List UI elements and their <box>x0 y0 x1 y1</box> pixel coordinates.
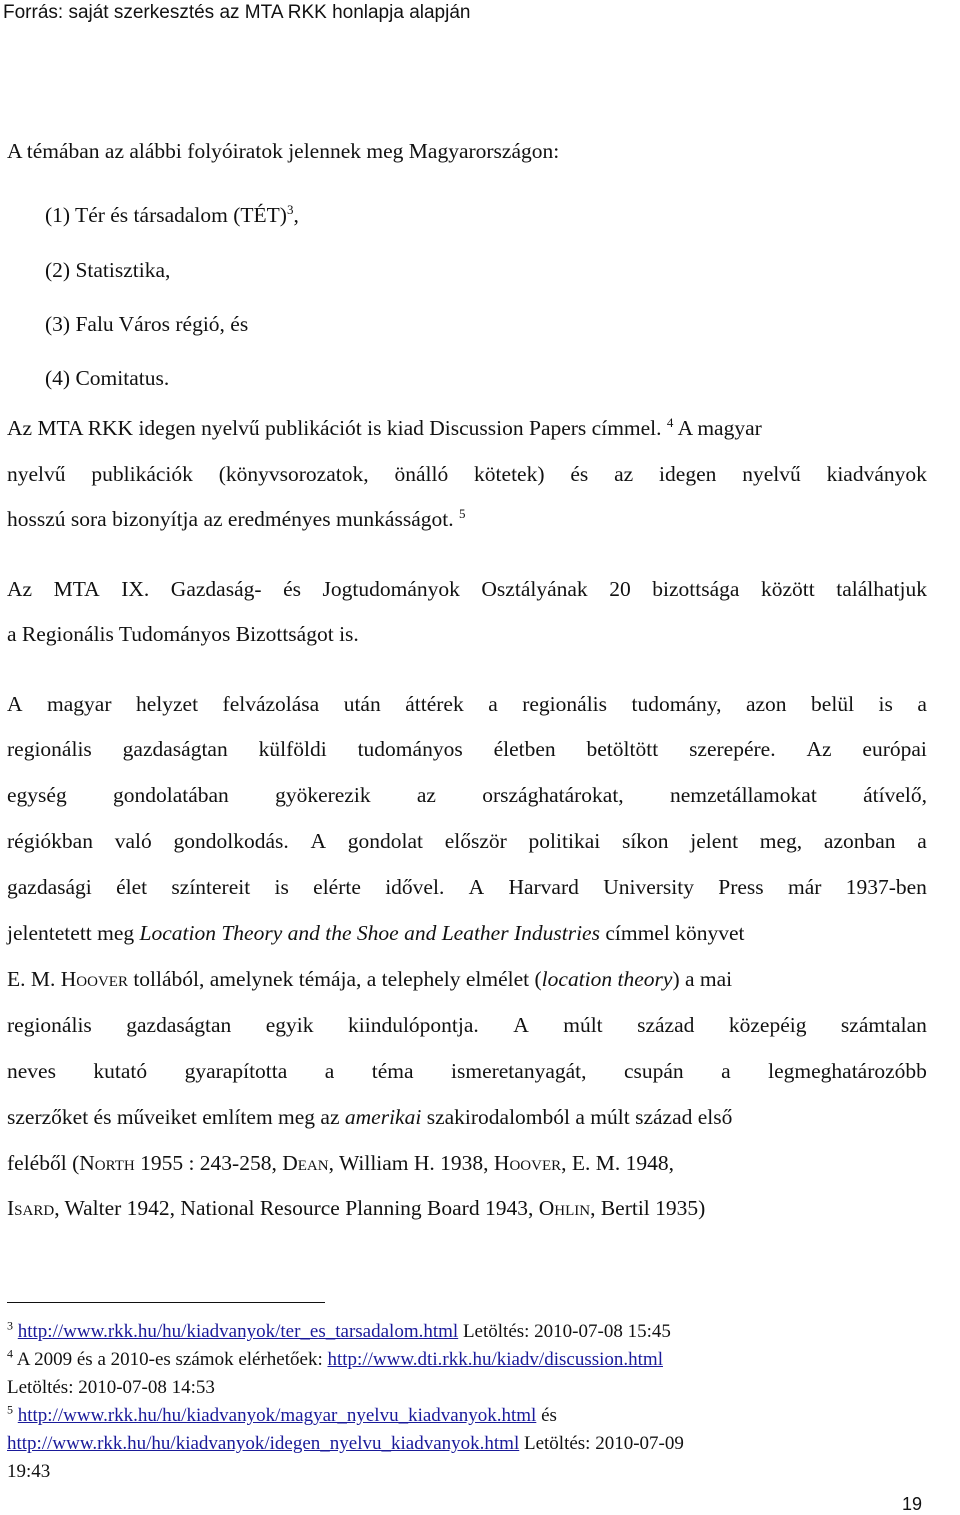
footnote-ref-4: 4 <box>666 414 674 430</box>
footnote-4-line-2: Letöltés: 2010-07-08 14:53 <box>7 1377 215 1398</box>
text-span: Letöltés: 2010-07-08 15:45 <box>458 1321 671 1342</box>
word: először <box>444 829 507 853</box>
word: között <box>760 577 815 601</box>
italic-term: location theory <box>541 967 673 991</box>
word: után <box>343 692 381 716</box>
paragraph-3-line-6 <box>7 923 744 945</box>
word: európai <box>862 737 927 761</box>
text-span: szakirodalomból a múlt század első <box>421 1105 733 1129</box>
word: ismeretanyagát, <box>451 1059 587 1083</box>
word: a <box>917 692 927 716</box>
paragraph-3-line-2 <box>7 739 927 761</box>
figure-source-caption: Forrás: saját szerkesztés az MTA RKK honlapja alapján <box>3 2 471 23</box>
journal-item-3: (3) Falu Város régió, és <box>45 312 249 336</box>
paragraph-3-line-4 <box>7 831 927 853</box>
word: IX. <box>121 577 150 601</box>
word: szerepére. <box>689 737 776 761</box>
paragraph-3-line-1 <box>7 694 927 716</box>
author-smallcaps: oover <box>76 967 128 991</box>
author-smallcaps: sard <box>14 1196 55 1220</box>
word: nyelvű <box>742 462 801 486</box>
word: neves <box>7 1059 56 1083</box>
author-smallcaps: orth <box>94 1151 135 1175</box>
word: azonban <box>823 829 896 853</box>
word: publikációk <box>91 462 193 486</box>
word: (könyvsorozatok, <box>218 462 369 486</box>
footnote-5-link-2[interactable]: http://www.rkk.hu/hu/kiadvanyok/idegen_nyelvu_kiadvanyok.html <box>7 1433 520 1454</box>
word: Jogtudományok <box>322 577 460 601</box>
word: önálló <box>394 462 449 486</box>
footnote-number: 3 <box>7 1318 13 1333</box>
text-span: I <box>7 1196 15 1220</box>
word: idegen <box>659 462 717 486</box>
text-span: címmel könyvet <box>599 921 745 945</box>
word: Harvard <box>508 875 579 899</box>
paragraph-3-line-10 <box>7 1107 732 1129</box>
text-span: ) a mai <box>672 967 733 991</box>
word: a <box>721 1059 731 1083</box>
word: gyarapította <box>184 1059 288 1083</box>
word: A <box>7 692 23 716</box>
text-span: , E. M. 1948, <box>561 1151 675 1175</box>
word: Az <box>7 577 33 601</box>
word: csupán <box>623 1059 684 1083</box>
journal-item-1 <box>45 201 299 227</box>
word: belül <box>811 692 855 716</box>
word: kötetek) <box>474 462 545 486</box>
word: A <box>513 1013 529 1037</box>
paragraph-1-line-1 <box>7 414 762 440</box>
text-span: jelentetett meg <box>7 921 140 945</box>
word: gondolat <box>347 829 423 853</box>
text-span <box>7 923 744 945</box>
book-title: Location Theory and the Shoe and Leather Industries <box>139 921 600 945</box>
paragraph-3-line-12 <box>7 1198 705 1220</box>
word: való <box>114 829 152 853</box>
word: MTA <box>53 577 100 601</box>
word: a <box>488 692 498 716</box>
word: az <box>416 783 436 807</box>
journal-item-4: (4) Comitatus. <box>45 366 170 390</box>
text-span: és <box>536 1405 557 1426</box>
journal-item-2: (2) Statisztika, <box>45 258 171 282</box>
text-span <box>7 1107 732 1129</box>
word: régiókban <box>7 829 93 853</box>
footnote-number: 4 <box>7 1346 13 1361</box>
word: magyar <box>47 692 112 716</box>
text-span: A 2009 és a 2010-es számok elérhetőek: <box>13 1349 328 1370</box>
footnote-ref-5: 5 <box>458 505 466 521</box>
word: élet <box>116 875 148 899</box>
author-smallcaps: oover <box>509 1151 562 1175</box>
footnote-4 <box>7 1346 663 1370</box>
footnote-5-line-2 <box>7 1434 684 1453</box>
paragraph-1-line-2 <box>7 464 927 486</box>
word: regionális <box>7 737 92 761</box>
journal-item-text: (1) Tér és társadalom (TÉT) <box>45 203 287 227</box>
word: betöltött <box>586 737 659 761</box>
word: közepéig <box>728 1013 807 1037</box>
word: 1937-ben <box>845 875 927 899</box>
paragraph-2-line-2: a Regionális Tudományos Bizottságot is. <box>7 622 359 646</box>
word: azon <box>745 692 787 716</box>
text-span: , Bertil 1935) <box>590 1196 706 1220</box>
text-span: Az MTA RKK idegen nyelvű publikációt is kiad Discussion Papers címmel. <box>7 416 662 440</box>
word: az <box>614 462 634 486</box>
word: nyelvű <box>7 462 66 486</box>
word: külföldi <box>258 737 327 761</box>
word: gondolkodás. <box>173 829 289 853</box>
page-number: 19 <box>902 1494 923 1514</box>
word: tudományos <box>357 737 463 761</box>
word: már <box>787 875 822 899</box>
word: A <box>310 829 326 853</box>
word: jelent <box>690 829 739 853</box>
word: a <box>324 1059 335 1083</box>
word: kutató <box>93 1059 148 1083</box>
word: nemzetállamokat <box>669 783 817 807</box>
word: számtalan <box>840 1013 927 1037</box>
word: és <box>283 577 301 601</box>
paragraph-1-line-3 <box>7 505 466 531</box>
word: helyzet <box>135 692 199 716</box>
word: kiindulópontja. <box>348 1013 479 1037</box>
word: regionális <box>522 692 608 716</box>
text-span: Letöltés: 2010-07-09 <box>519 1433 684 1454</box>
word: gyökerezik <box>275 783 371 807</box>
paragraph-3-line-3 <box>7 785 927 807</box>
text-span: , William H. 1938, H <box>328 1151 510 1175</box>
word: felvázolása <box>222 692 320 716</box>
word: legmeghatározóbb <box>768 1059 927 1083</box>
word: a <box>917 829 927 853</box>
text-span: tollából, amelynek témája, a telephely elmélet ( <box>127 967 542 991</box>
text-span: hosszú sora bizonyítja az eredményes munkásságot. <box>7 507 454 531</box>
word: meg, <box>759 829 803 853</box>
paragraph-3-line-11 <box>7 1153 674 1175</box>
word: Az <box>806 737 832 761</box>
paragraph-3-line-5 <box>7 877 927 899</box>
word: színtereit <box>171 875 251 899</box>
word: idővel. <box>385 875 445 899</box>
footnote-5-line-3: 19:43 <box>7 1461 51 1482</box>
text-span: szerzőket és műveiket említem meg az <box>7 1105 345 1129</box>
paragraph-3-line-8 <box>7 1015 927 1037</box>
word: és <box>570 462 589 486</box>
word: század <box>637 1013 695 1037</box>
word: bizottsága <box>652 577 740 601</box>
word: életben <box>493 737 556 761</box>
word: egység <box>7 783 67 807</box>
footnote-5 <box>7 1402 557 1426</box>
footnote-number: 5 <box>7 1402 13 1417</box>
word: síkon <box>621 829 669 853</box>
word: átívelő, <box>863 783 927 807</box>
word: is <box>274 875 289 899</box>
footnote-ref-3: 3 <box>286 201 294 217</box>
word: találhatjuk <box>836 577 927 601</box>
word: gazdasági <box>7 875 92 899</box>
intro-sentence: A témában az alábbi folyóiratok jelennek meg Magyarországon: <box>7 139 560 163</box>
word: Press <box>718 875 764 899</box>
word: is <box>878 692 893 716</box>
word: országhatárokat, <box>482 783 624 807</box>
word: múlt <box>563 1013 603 1037</box>
word: University <box>603 875 694 899</box>
text-span: A magyar <box>673 416 762 440</box>
text-span: E. M. H <box>7 967 77 991</box>
word: téma <box>371 1059 414 1083</box>
text-span: , Walter 1942, National Resource Planning Board 1943, O <box>54 1196 555 1220</box>
word: gondolatában <box>112 783 229 807</box>
footnote-5-link-1[interactable]: http://www.rkk.hu/hu/kiadvanyok/magyar_nyelvu_kiadvanyok.html <box>17 1405 537 1426</box>
footnote-3-link[interactable]: http://www.rkk.hu/hu/kiadvanyok/ter_es_tarsadalom.html <box>17 1321 459 1342</box>
footnote-4-link[interactable]: http://www.dti.rkk.hu/kiadv/discussion.html <box>327 1349 663 1370</box>
word: Osztályának <box>481 577 588 601</box>
word: áttérek <box>405 692 464 716</box>
paragraph-2-line-1 <box>7 579 927 601</box>
author-smallcaps: hlin <box>554 1196 591 1220</box>
word: politikai <box>528 829 601 853</box>
word: 20 <box>609 577 631 601</box>
footnote-3 <box>7 1318 671 1342</box>
word: egyik <box>265 1013 314 1037</box>
italic-term: amerikai <box>344 1105 422 1129</box>
word: regionális <box>7 1013 92 1037</box>
journal-item-tail: , <box>293 203 299 227</box>
word: A <box>468 875 485 899</box>
word: kiadványok <box>826 462 927 486</box>
word: gazdaságtan <box>122 737 228 761</box>
text-span <box>7 1153 674 1175</box>
word: elérte <box>313 875 361 899</box>
paragraph-3-line-9 <box>7 1061 927 1083</box>
author-smallcaps: ean <box>297 1151 329 1175</box>
word: tudomány, <box>631 692 722 716</box>
word: gazdaságtan <box>126 1013 232 1037</box>
text-span <box>7 969 732 991</box>
footnote-separator <box>7 1302 325 1303</box>
text-span: feléből (N <box>7 1151 95 1175</box>
paragraph-3-line-7 <box>7 969 732 991</box>
text-span: 1955 : 243-258, D <box>134 1151 298 1175</box>
word: Gazdaság- <box>170 577 262 601</box>
